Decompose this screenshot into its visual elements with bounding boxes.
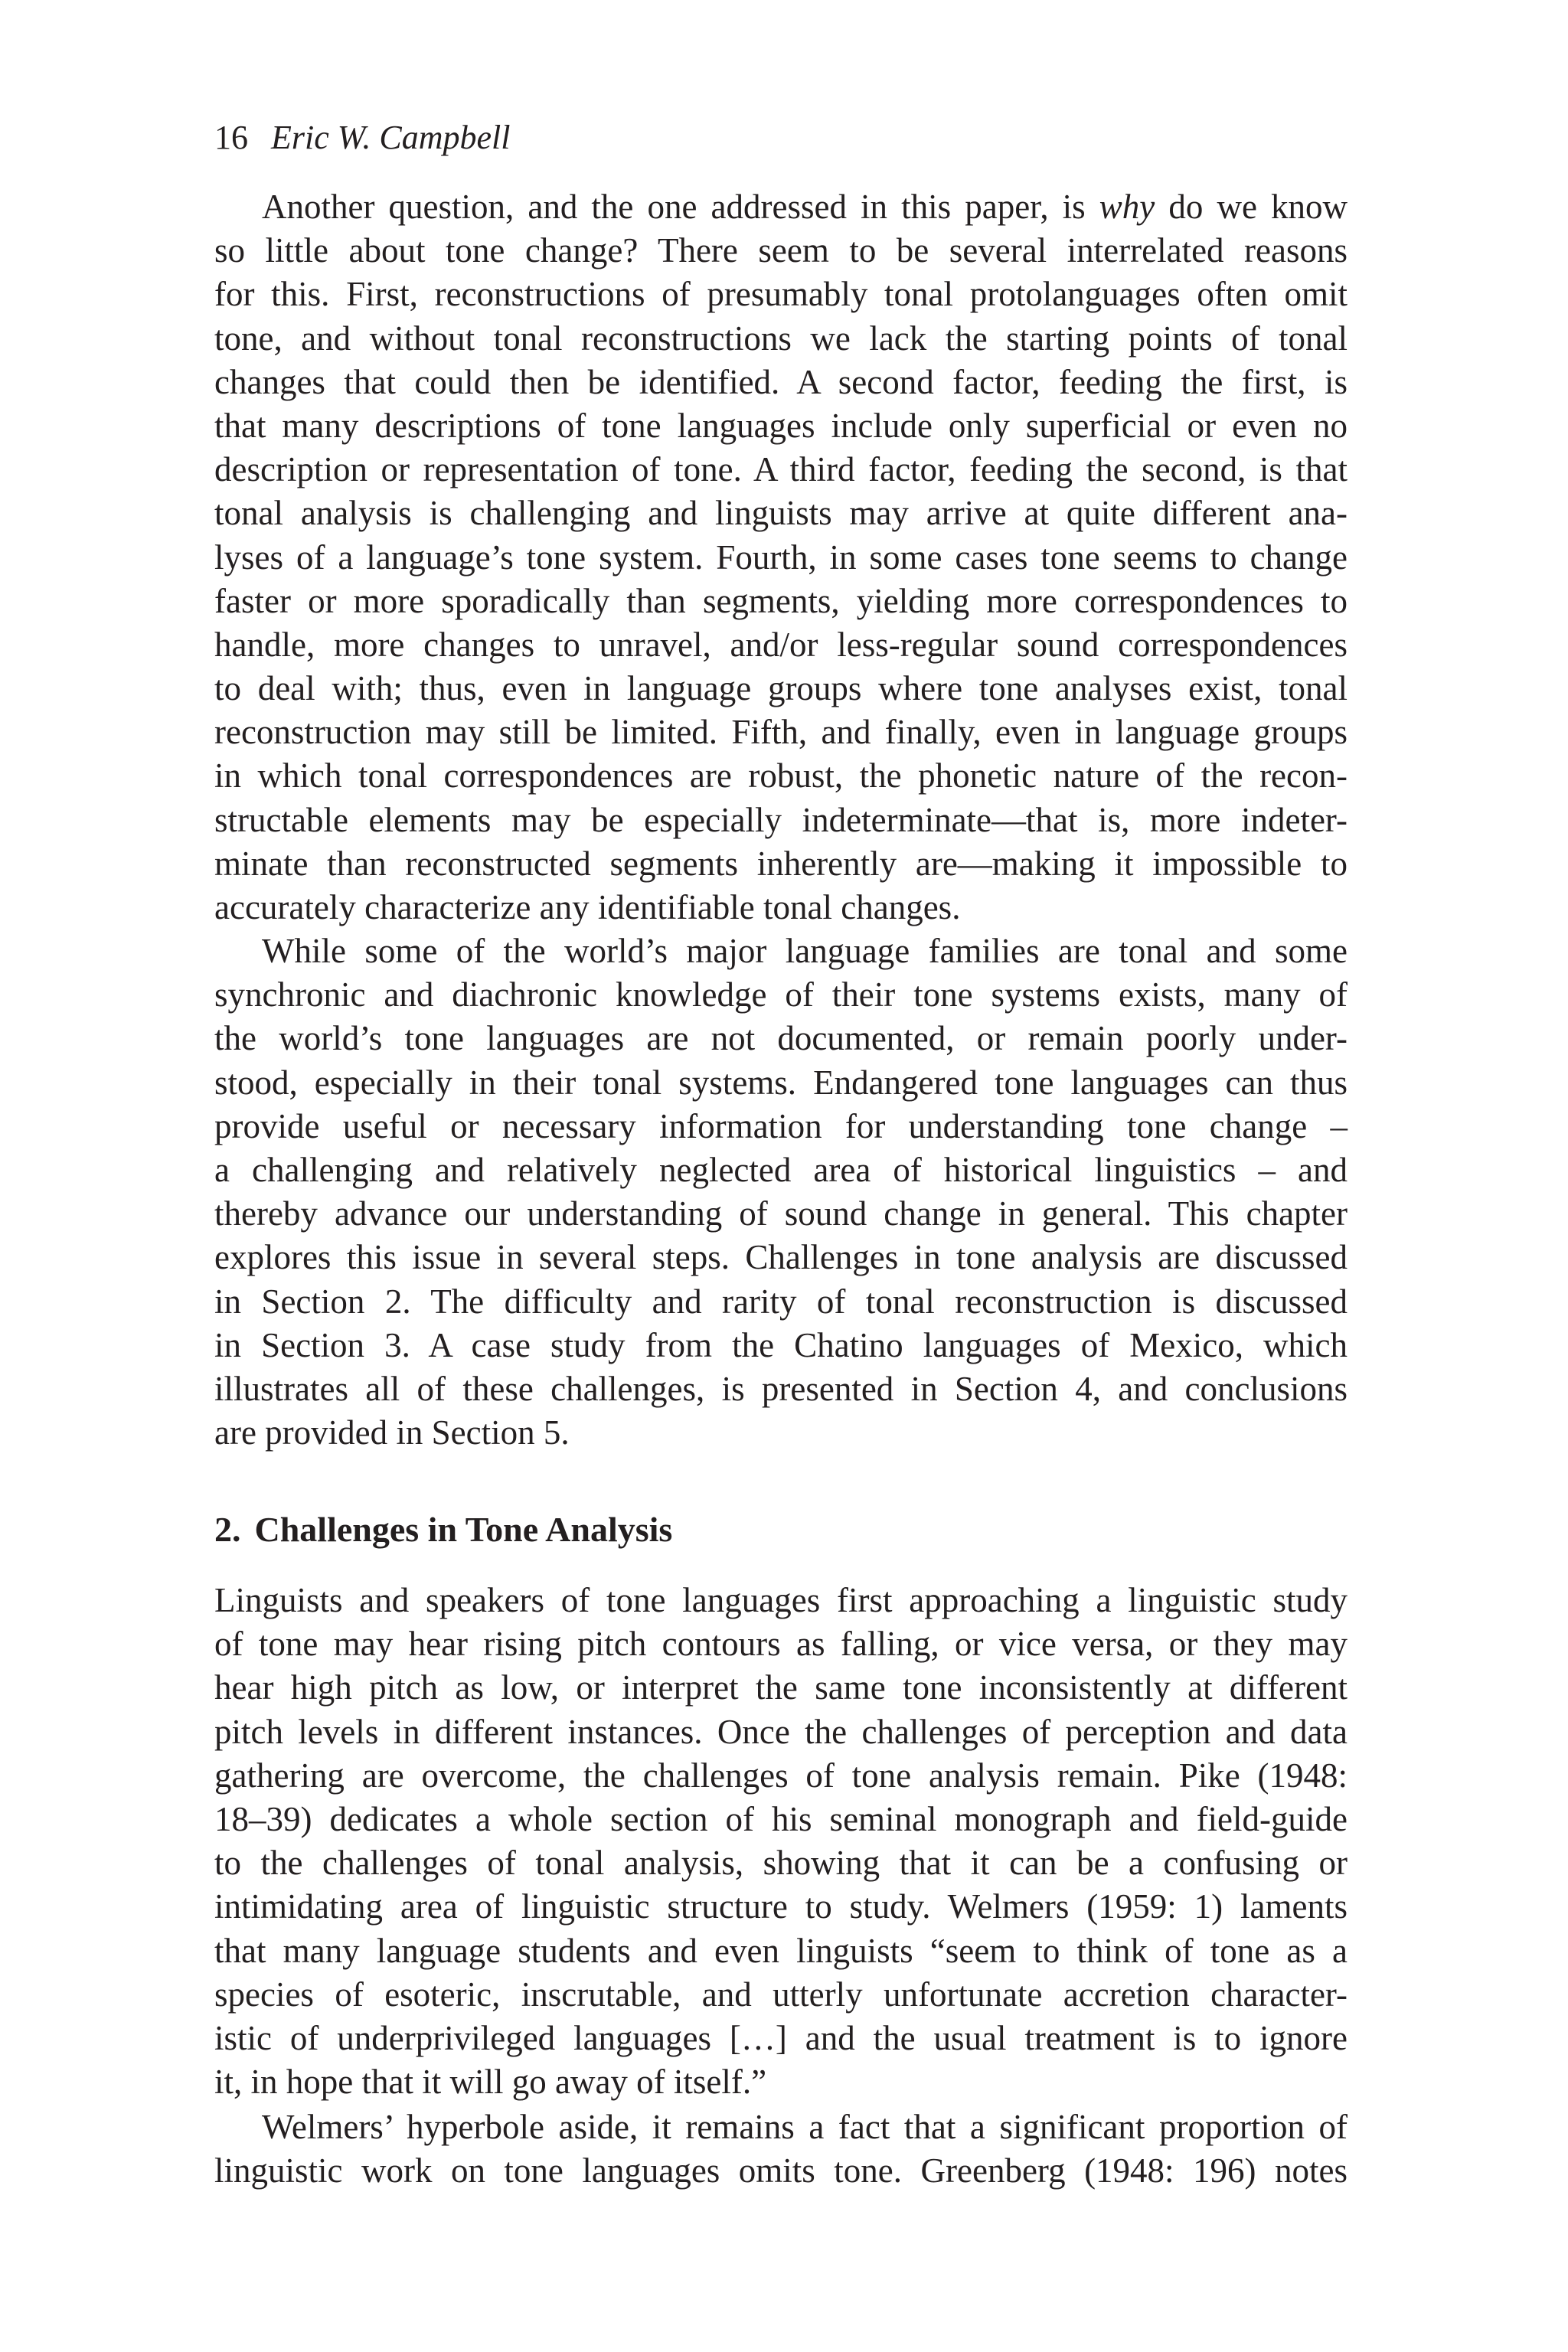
text-line: synchronic and diachronic knowledge of their tone systems exists, many of [214, 975, 1348, 1014]
text-line: so little about tone change? There seem to be several interrelated reasons [214, 231, 1348, 270]
paragraph-1 [214, 185, 1348, 929]
text-line: Linguists and speakers of tone languages first approaching a linguistic study [214, 1581, 1348, 1619]
text-line: a challenging and relatively neglected area of historical linguistics – and [214, 1150, 1348, 1189]
text-line: illustrates all of these challenges, is presented in Section 4, and conclusions [214, 1369, 1348, 1408]
text-line: in Section 3. A case study from the Chatino languages of Mexico, which [214, 1325, 1348, 1364]
running-head-author: Eric W. Campbell [271, 119, 511, 156]
text-line: 18–39) dedicates a whole section of his seminal monograph and field-guide [214, 1799, 1348, 1838]
text-line: thereby advance our understanding of sound change in general. This chapter [214, 1194, 1348, 1233]
text-line: accurately characterize any identifiable tonal changes. [214, 888, 961, 926]
text-line: hear high pitch as low, or interpret the same tone inconsistently at different [214, 1668, 1348, 1707]
text-line: it, in hope that it will go away of itself.” [214, 2063, 767, 2102]
text-line: that many language students and even linguists “seem to think of tone as a [214, 1931, 1348, 1970]
running-head [214, 116, 510, 159]
text-line: that many descriptions of tone languages include only superficial or even no [214, 406, 1348, 445]
text-line: to the challenges of tonal analysis, showing that it can be a confusing or [214, 1844, 1348, 1883]
text-line: changes that could then be identified. A second factor, feeding the first, is [214, 362, 1348, 401]
text-line: pitch levels in different instances. Once the challenges of perception and data [214, 1712, 1348, 1751]
text-line: reconstruction may still be limited. Fifth, and finally, even in language groups [214, 713, 1348, 752]
text-line: gathering are overcome, the challenges of tone analysis remain. Pike (1948: [214, 1756, 1348, 1795]
text-line: istic of underprivileged languages […] and the usual treatment is to ignore [214, 2018, 1348, 2057]
text-line: species of esoteric, inscrutable, and utterly unfortunate accretion character- [214, 1975, 1348, 2014]
text-line: intimidating area of linguistic structure to study. Welmers (1959: 1) laments [214, 1887, 1348, 1926]
text-line: the world’s tone languages are not documented, or remain poorly under- [214, 1019, 1348, 1058]
text-line: structable elements may be especially indeterminate—that is, more indeter- [214, 800, 1348, 839]
text-line: stood, especially in their tonal systems. Endangered tone languages can thus [214, 1063, 1348, 1102]
paragraph-2 [214, 929, 1348, 1455]
paragraph-3 [214, 1579, 1348, 2104]
paragraph-4 [214, 2105, 1348, 2193]
section-heading [214, 1507, 672, 1553]
text-line: Welmers’ hyperbole aside, it remains a fact that a significant proportion of [262, 2108, 1348, 2146]
text-line: tonal analysis is challenging and linguists may arrive at quite different ana- [214, 494, 1348, 533]
text-line: of tone may hear rising pitch contours as falling, or vice versa, or they may [214, 1625, 1348, 1664]
section-title: Challenges in Tone Analysis [254, 1510, 673, 1549]
text-line: While some of the world’s major language families are tonal and some [262, 932, 1348, 970]
text-line: description or representation of tone. A third factor, feeding the second, is that [214, 450, 1348, 489]
text-line: are provided in Section 5. [214, 1413, 570, 1452]
text-line: lyses of a language’s tone system. Fourth, in some cases tone seems to change [214, 537, 1348, 577]
text-line: for this. First, reconstructions of presumably tonal protolanguages often omit [214, 275, 1348, 314]
page-number: 16 [214, 119, 248, 156]
text-line: tone, and without tonal reconstructions we lack the starting points of tonal [214, 318, 1348, 358]
text-line: in which tonal correspondences are robust, the phonetic nature of the recon- [214, 756, 1348, 795]
text-line: Another question, and the one addressed in this paper, is why do we know [262, 188, 1348, 226]
text-line: linguistic work on tone languages omits tone. Greenberg (1948: 196) notes [214, 2151, 1348, 2190]
text-line: provide useful or necessary information for understanding tone change – [214, 1106, 1348, 1145]
text-line: explores this issue in several steps. Challenges in tone analysis are discussed [214, 1238, 1348, 1277]
text-line: minate than reconstructed segments inherently are—making it impossible to [214, 844, 1348, 883]
text-line: handle, more changes to unravel, and/or less-regular sound correspondences [214, 625, 1348, 664]
text-line: to deal with; thus, even in language groups where tone analyses exist, tonal [214, 669, 1348, 708]
text-line: faster or more sporadically than segments, yielding more correspondences to [214, 581, 1348, 620]
section-number: 2. [214, 1510, 241, 1549]
text-line: in Section 2. The difficulty and rarity of tonal reconstruction is discussed [214, 1282, 1348, 1321]
